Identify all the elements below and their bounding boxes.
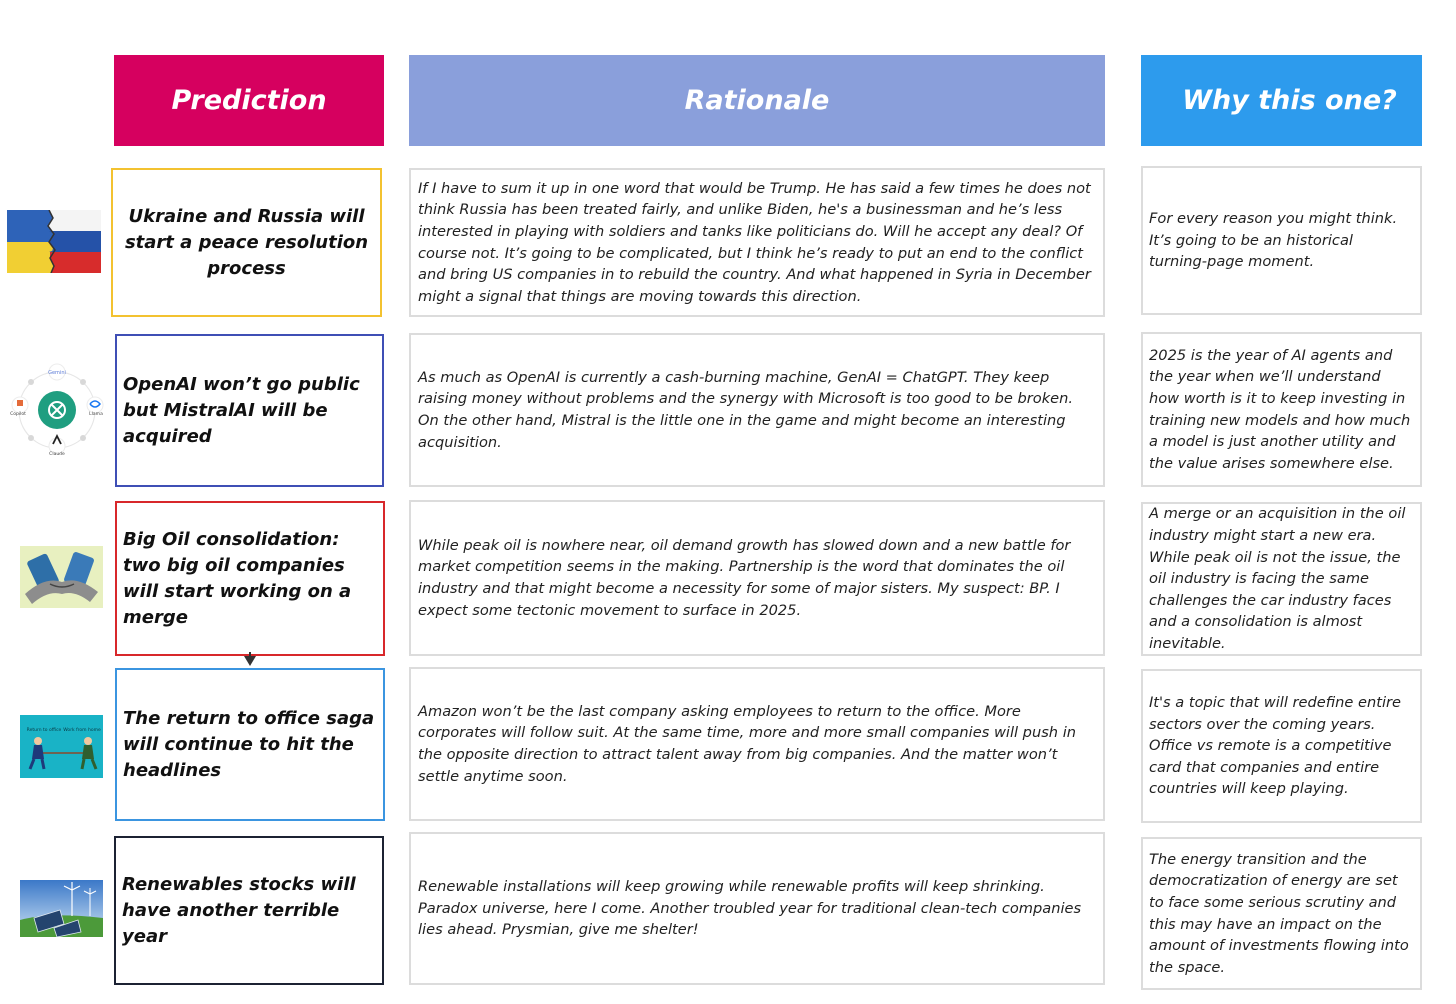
prediction-header (114, 55, 384, 146)
ai-label-llama: Llama (89, 412, 103, 417)
down-arrow-icon (244, 656, 256, 666)
tug-of-war-image (20, 715, 103, 778)
tug-label-home: Work from home (63, 728, 101, 733)
why-text: For every reason you might think. It’s going to be an historical turning-page moment. (1149, 210, 1398, 271)
prediction-text: OpenAI won’t go public but MistralAI will be acquired (123, 373, 360, 447)
ai-label-claude: Claude (49, 452, 65, 457)
why-text: 2025 is the year of AI agents and the year when we’ll understand how worth is it to keep investing in training new models and how much a model is just another utility and the value arises somewhere else. (1149, 346, 1411, 472)
rationale-header (409, 55, 1105, 146)
prediction-card-3 (115, 501, 385, 656)
ukraine-russia-flags-image (7, 210, 101, 273)
rationale-card-2 (409, 333, 1105, 487)
rationale-text: While peak oil is nowhere near, oil demand growth has slowed down and a new battle for market competition seems in the making. Partnership is the word that dominates the oil industry and that might become a necessity for some of major sisters. My suspect: BP. I expect some tectonic movement to surface in 2025. (418, 536, 1071, 619)
rationale-card-5 (409, 832, 1105, 985)
why-card-1 (1141, 166, 1422, 315)
prediction-card-5 (114, 836, 384, 985)
prediction-text: Big Oil consolidation: two big oil companies will start working on a merge (123, 528, 352, 628)
rationale-header-label: Rationale (684, 85, 830, 116)
why-text: A merge or an acquisition in the oil industry might start a new era. While peak oil is not the issue, the oil industry is facing the same challenges the car industry faces and a consolidation is almost inevitable. (1149, 505, 1406, 652)
ai-label-gemini: Gemini (48, 370, 66, 376)
rationale-card-4 (409, 667, 1105, 821)
rationale-card-3 (409, 500, 1105, 656)
rationale-text: If I have to sum it up in one word that would be Trump. He has said a few times he does not think Russia has been treated fairly, and unlike Biden, he's a businessman and he’s less interested in playing with soldiers and tanks like politicians do. Will he accept any deal? Of course not. It’s going to be complicated, but I think he’s ready to put an end to the conflict and bring US companies in to rebuild the country. And what happened in Syria in December might a signal that things are moving towards this direction. (418, 179, 1091, 305)
solar-wind-landscape-image (20, 880, 103, 937)
prediction-card-4 (115, 668, 385, 821)
prediction-text: Renewables stocks will have another terrible year (122, 873, 356, 947)
why-card-3 (1141, 502, 1422, 656)
prediction-card-2 (115, 334, 384, 487)
prediction-text: Ukraine and Russia will start a peace resolution process (124, 205, 369, 279)
ai-models-ring-image (7, 360, 107, 460)
prediction-card-1 (111, 168, 382, 317)
why-text: It's a topic that will redefine entire sectors over the coming years. Office vs remote is a competitive card that companies and entire countries will keep playing. (1149, 694, 1402, 798)
why-card-2 (1141, 332, 1422, 487)
rationale-card-1 (409, 168, 1105, 317)
prediction-text: The return to office saga will continue to hit the headlines (123, 707, 375, 781)
tug-label-office: Return to office (26, 728, 62, 733)
oil-barrels-handshake-image (20, 546, 103, 608)
rationale-text: As much as OpenAI is currently a cash-burning machine, GenAI = ChatGPT. They keep raising money without problems and the synergy with Microsoft is too good to be broken. On the other hand, Mistral is the little one in the game and might become an interesting acquisition. (418, 368, 1074, 451)
rationale-text: Renewable installations will keep growing while renewable profits will keep shrinking. Paradox universe, here I come. Another troubled year for traditional clean-tech companies lies ahead. Prysmian, give me shelter! (418, 878, 1082, 939)
why-text: The energy transition and the democratization of energy are set to face some serious scrutiny and this may have an impact on the amount of investments flowing into the space. (1149, 850, 1409, 976)
why-card-5 (1141, 837, 1422, 990)
why-header-label: Why this one? (1182, 85, 1397, 116)
rationale-text: Amazon won’t be the last company asking employees to return to the office. More corporates will follow suit. At the same time, more and more small companies will push in the opposite direction to attract talent away from big companies. And the matter won’t settle anytime soon. (418, 702, 1076, 785)
ai-label-copilot: Copilot (10, 412, 26, 417)
why-card-4 (1141, 669, 1422, 823)
prediction-header-label: Prediction (171, 85, 327, 116)
why-header (1141, 55, 1422, 146)
